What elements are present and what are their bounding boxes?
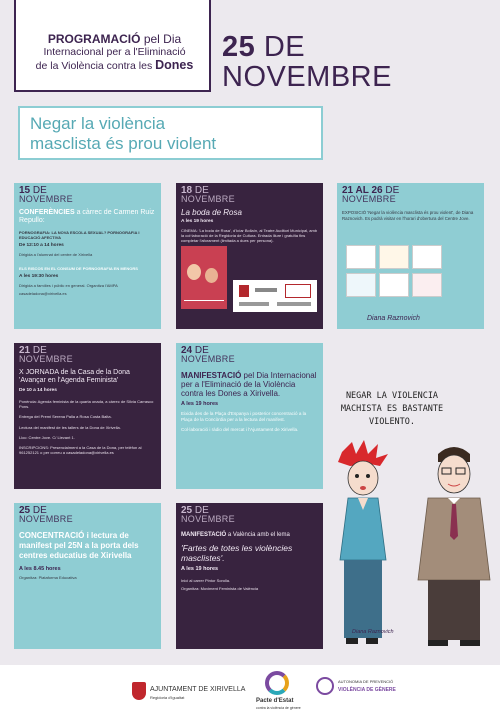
- event-card-jornada: [14, 343, 161, 489]
- event-card-manifestacio-xirivella: [176, 343, 323, 489]
- event-day: 24: [181, 345, 193, 356]
- event-title-bold: MANIFESTACIÓ: [181, 371, 242, 380]
- event-date: [181, 346, 318, 364]
- poster-face: [187, 264, 201, 280]
- event-subtitle: PORNOGRAFIA: LA NOVA ESCOLA SEXUAL? PORNOGRAFIA I EDUCACIÓ AFECTIVA: [19, 230, 140, 241]
- event-detail: Dirigida a famílies i públic en general. Organitza l'AMPA: [19, 282, 118, 288]
- slogan-line2: masclista és prou violent: [30, 134, 217, 153]
- event-subtitle: ELS RISCOS EN EL CONSUM DE PORNOGRAFIA EN MENORS: [19, 265, 138, 271]
- event-detail: EXPOSICIÓ 'Negar la violència masclista és prou violent', de Diana Raznovich. Es podrà visitar en l'horari d'obertura del Centre Jove.: [342, 210, 474, 221]
- event-detail: Lectura del manifest de les tallers de la Dona de Xirivella.: [19, 424, 121, 430]
- comic-panel: [346, 273, 376, 297]
- event-detail: Lloc: Centre Jove. C/ Llevant 1.: [19, 434, 75, 440]
- cinema-logo-icon: [285, 284, 311, 298]
- event-day: 25: [19, 505, 31, 516]
- header-date-number: 25: [222, 31, 256, 63]
- cartoon-woman: [338, 440, 388, 644]
- event-title: [181, 209, 318, 218]
- event-de: DE: [192, 505, 209, 516]
- event-date: [19, 346, 156, 364]
- event-title-bold: CONCENTRACIÓ: [19, 531, 85, 540]
- header-date-month: NOVEMBRE: [222, 61, 392, 93]
- event-title-rest: i lectura de manifest pel 25N a la porta dels centres educatius de Xirivella: [19, 531, 139, 560]
- event-card-concentracio: [14, 503, 161, 649]
- footer-ajuntament-label: AJUNTAMENT DE XIRIVELLA: [150, 686, 246, 693]
- event-month: NOVEMBRE: [342, 194, 396, 204]
- event-detail: Col·laboració i ràdio del mercat i l'Ajuntament de Xirivella.: [181, 426, 299, 432]
- event-day: 21: [19, 345, 31, 356]
- event-month: NOVEMBRE: [19, 194, 73, 204]
- poster-face: [205, 268, 218, 283]
- event-de: DE: [30, 345, 47, 356]
- event-date: [181, 506, 318, 524]
- event-detail: Eixida des de la Plaça d'Espanya i posterior concentració a la Plaça de la Concòrdia per a la lectura del manifest.: [181, 411, 307, 422]
- footer-violencia-sub: AUTONOMIA DE PREVENCIÓ: [338, 679, 394, 684]
- header-line3: [26, 59, 203, 73]
- cartoon-illustration: [330, 440, 500, 655]
- event-quote: 'Fartes de totes les violències masclistes'.: [181, 542, 293, 563]
- event-card-manifestacio-valencia: [176, 503, 323, 649]
- event-month: NOVEMBRE: [181, 194, 235, 204]
- event-de: DE: [192, 185, 209, 196]
- header-line2: Internacional per a l'Eliminació: [43, 46, 186, 58]
- event-title: [181, 371, 318, 398]
- event-card-exposicio: [337, 183, 484, 329]
- event-de: DE: [30, 505, 47, 516]
- event-title: [19, 531, 156, 561]
- event-date: [342, 186, 479, 204]
- pacte-estat-logo-icon: [265, 671, 289, 695]
- event-detail: CINEMA: 'La boda de Rosa', d'Icíar Bollaín, al Teatre Auditori Municipal, amb la col·laboració de la Regidoria de Cultura. Entrada lliure i gratuïta fins completar l'aforament (limitada a dues per persona).: [181, 227, 318, 243]
- slogan-line1: Negar la violència: [30, 114, 166, 133]
- event-email: casadeladona@xirivella.es: [19, 291, 67, 297]
- footer-pacte-sub: contra la violència de gènere: [256, 706, 301, 710]
- event-detail: Organitza: Plataforma Educativa: [19, 575, 77, 580]
- event-month: NOVEMBRE: [19, 514, 73, 524]
- event-title-rest: a València amb el lema: [226, 532, 290, 538]
- event-detail: Ponència: Agenda feminista de la quarta onada, a càrrec de Silvia Carrasco Pons.: [19, 399, 154, 410]
- event-detail: Organitza: Moviment Feminista de València: [181, 585, 259, 591]
- event-day: 15: [19, 185, 31, 196]
- event-date: [19, 186, 156, 204]
- comic-panel: [346, 245, 376, 269]
- event-title: X JORNADA de la Casa de la Dona 'Avançar en l'Agenda Feminista': [19, 369, 130, 384]
- event-hour: A les 19:30 hores: [19, 273, 59, 279]
- logo-text-block: [239, 302, 269, 306]
- event-hour: A les 19 hores: [181, 401, 219, 407]
- header-title-rest: pel Dia: [140, 32, 182, 46]
- event-de: DE: [192, 345, 209, 356]
- event-title-bold: MANIFESTACIÓ: [181, 532, 227, 538]
- header-date: [222, 32, 392, 92]
- header-title-bold: PROGRAMACIÓ: [47, 32, 141, 46]
- event-day: 21: [342, 185, 354, 196]
- event-de: DE: [382, 185, 400, 196]
- event-de: DE: [30, 185, 47, 196]
- event-hour: De 12:10 a 14 hores: [19, 243, 64, 249]
- event-card-cinema: [176, 183, 323, 329]
- event-de-range: AL: [353, 185, 372, 196]
- event-hour: A les 8.45 hores: [19, 566, 61, 572]
- event-hour: De 10 a 14 hores: [19, 388, 57, 393]
- footer-pacte-label: Pacte d'Estat: [256, 698, 294, 704]
- violencia-logo-icon: [316, 677, 334, 695]
- event-day-end: 26: [371, 185, 383, 196]
- event-hour: A les 19 hores: [181, 565, 219, 572]
- event-day: 18: [181, 185, 193, 196]
- header-date-de: DE: [255, 31, 306, 63]
- header-title-box: [14, 0, 211, 92]
- event-hour: A les 19 hores: [181, 218, 214, 224]
- header-line1: [26, 32, 203, 46]
- cartoon-speech-text: NEGAR LA VIOLENCIA MACHISTA ES BASTANTE VIOLENTO.: [340, 391, 444, 427]
- comic-panel: [379, 245, 409, 269]
- event-day: 25: [181, 505, 193, 516]
- event-month: NOVEMBRE: [181, 514, 235, 524]
- poster-label: [184, 300, 224, 305]
- event-month: NOVEMBRE: [181, 354, 235, 364]
- cartoon-signature: Diana Raznovich: [352, 629, 394, 635]
- event-title-rest: a càrrec de Carmen Ruiz Repullo:: [19, 209, 155, 224]
- event-title: [19, 209, 156, 225]
- footer-violencia-label: VIOLÈNCIA DE GÈNERE: [338, 687, 396, 693]
- comic-panel: [379, 273, 409, 297]
- film-poster-image: [181, 246, 227, 309]
- header-line3-pre: de la Violència contra les: [35, 60, 156, 72]
- event-title-rest: pel Dia Internacional per a l'Eliminació de la Violència contra les Dones a Xirivella.: [181, 371, 317, 398]
- cartoon-man: [418, 447, 490, 646]
- event-detail: Inici al carrer Pintor Sorolla.: [181, 577, 231, 583]
- event-detail: Entrega del Premi Serena Palla a Rosa Costa Balta.: [19, 414, 112, 420]
- event-date: [181, 186, 318, 204]
- xirivella-logo-icon: [239, 285, 249, 297]
- logo-text-block: [255, 288, 277, 292]
- event-title-italic: La boda de Rosa: [181, 208, 242, 217]
- event-detail: INSCRIPCIONS: Presencialment a la Casa de la Dona, per telèfon al 961252121 o per correu a casadeladona@xirivella.es: [19, 445, 142, 456]
- event-title: [181, 532, 318, 540]
- comic-panel: [412, 273, 442, 297]
- logo-text-block: [277, 302, 311, 306]
- sponsor-logos: [233, 280, 317, 312]
- event-title-bold: CONFERÈNCIES: [19, 209, 75, 216]
- footer-logos: [0, 665, 500, 715]
- event-detail: Dirigida a l'alumnat del centre de Xirivella: [19, 252, 93, 258]
- event-date: [19, 506, 156, 524]
- event-card-conferencies: [14, 183, 161, 329]
- header-line3-bold: Dones: [155, 58, 194, 72]
- footer-ajuntament-sub: Regidoria d'Igualtat: [150, 695, 185, 700]
- slogan-box: [18, 106, 323, 160]
- comic-panel: [412, 245, 442, 269]
- ajuntament-logo-icon: [132, 682, 146, 700]
- artist-signature: Diana Raznovich: [367, 315, 420, 322]
- event-month: NOVEMBRE: [19, 354, 73, 364]
